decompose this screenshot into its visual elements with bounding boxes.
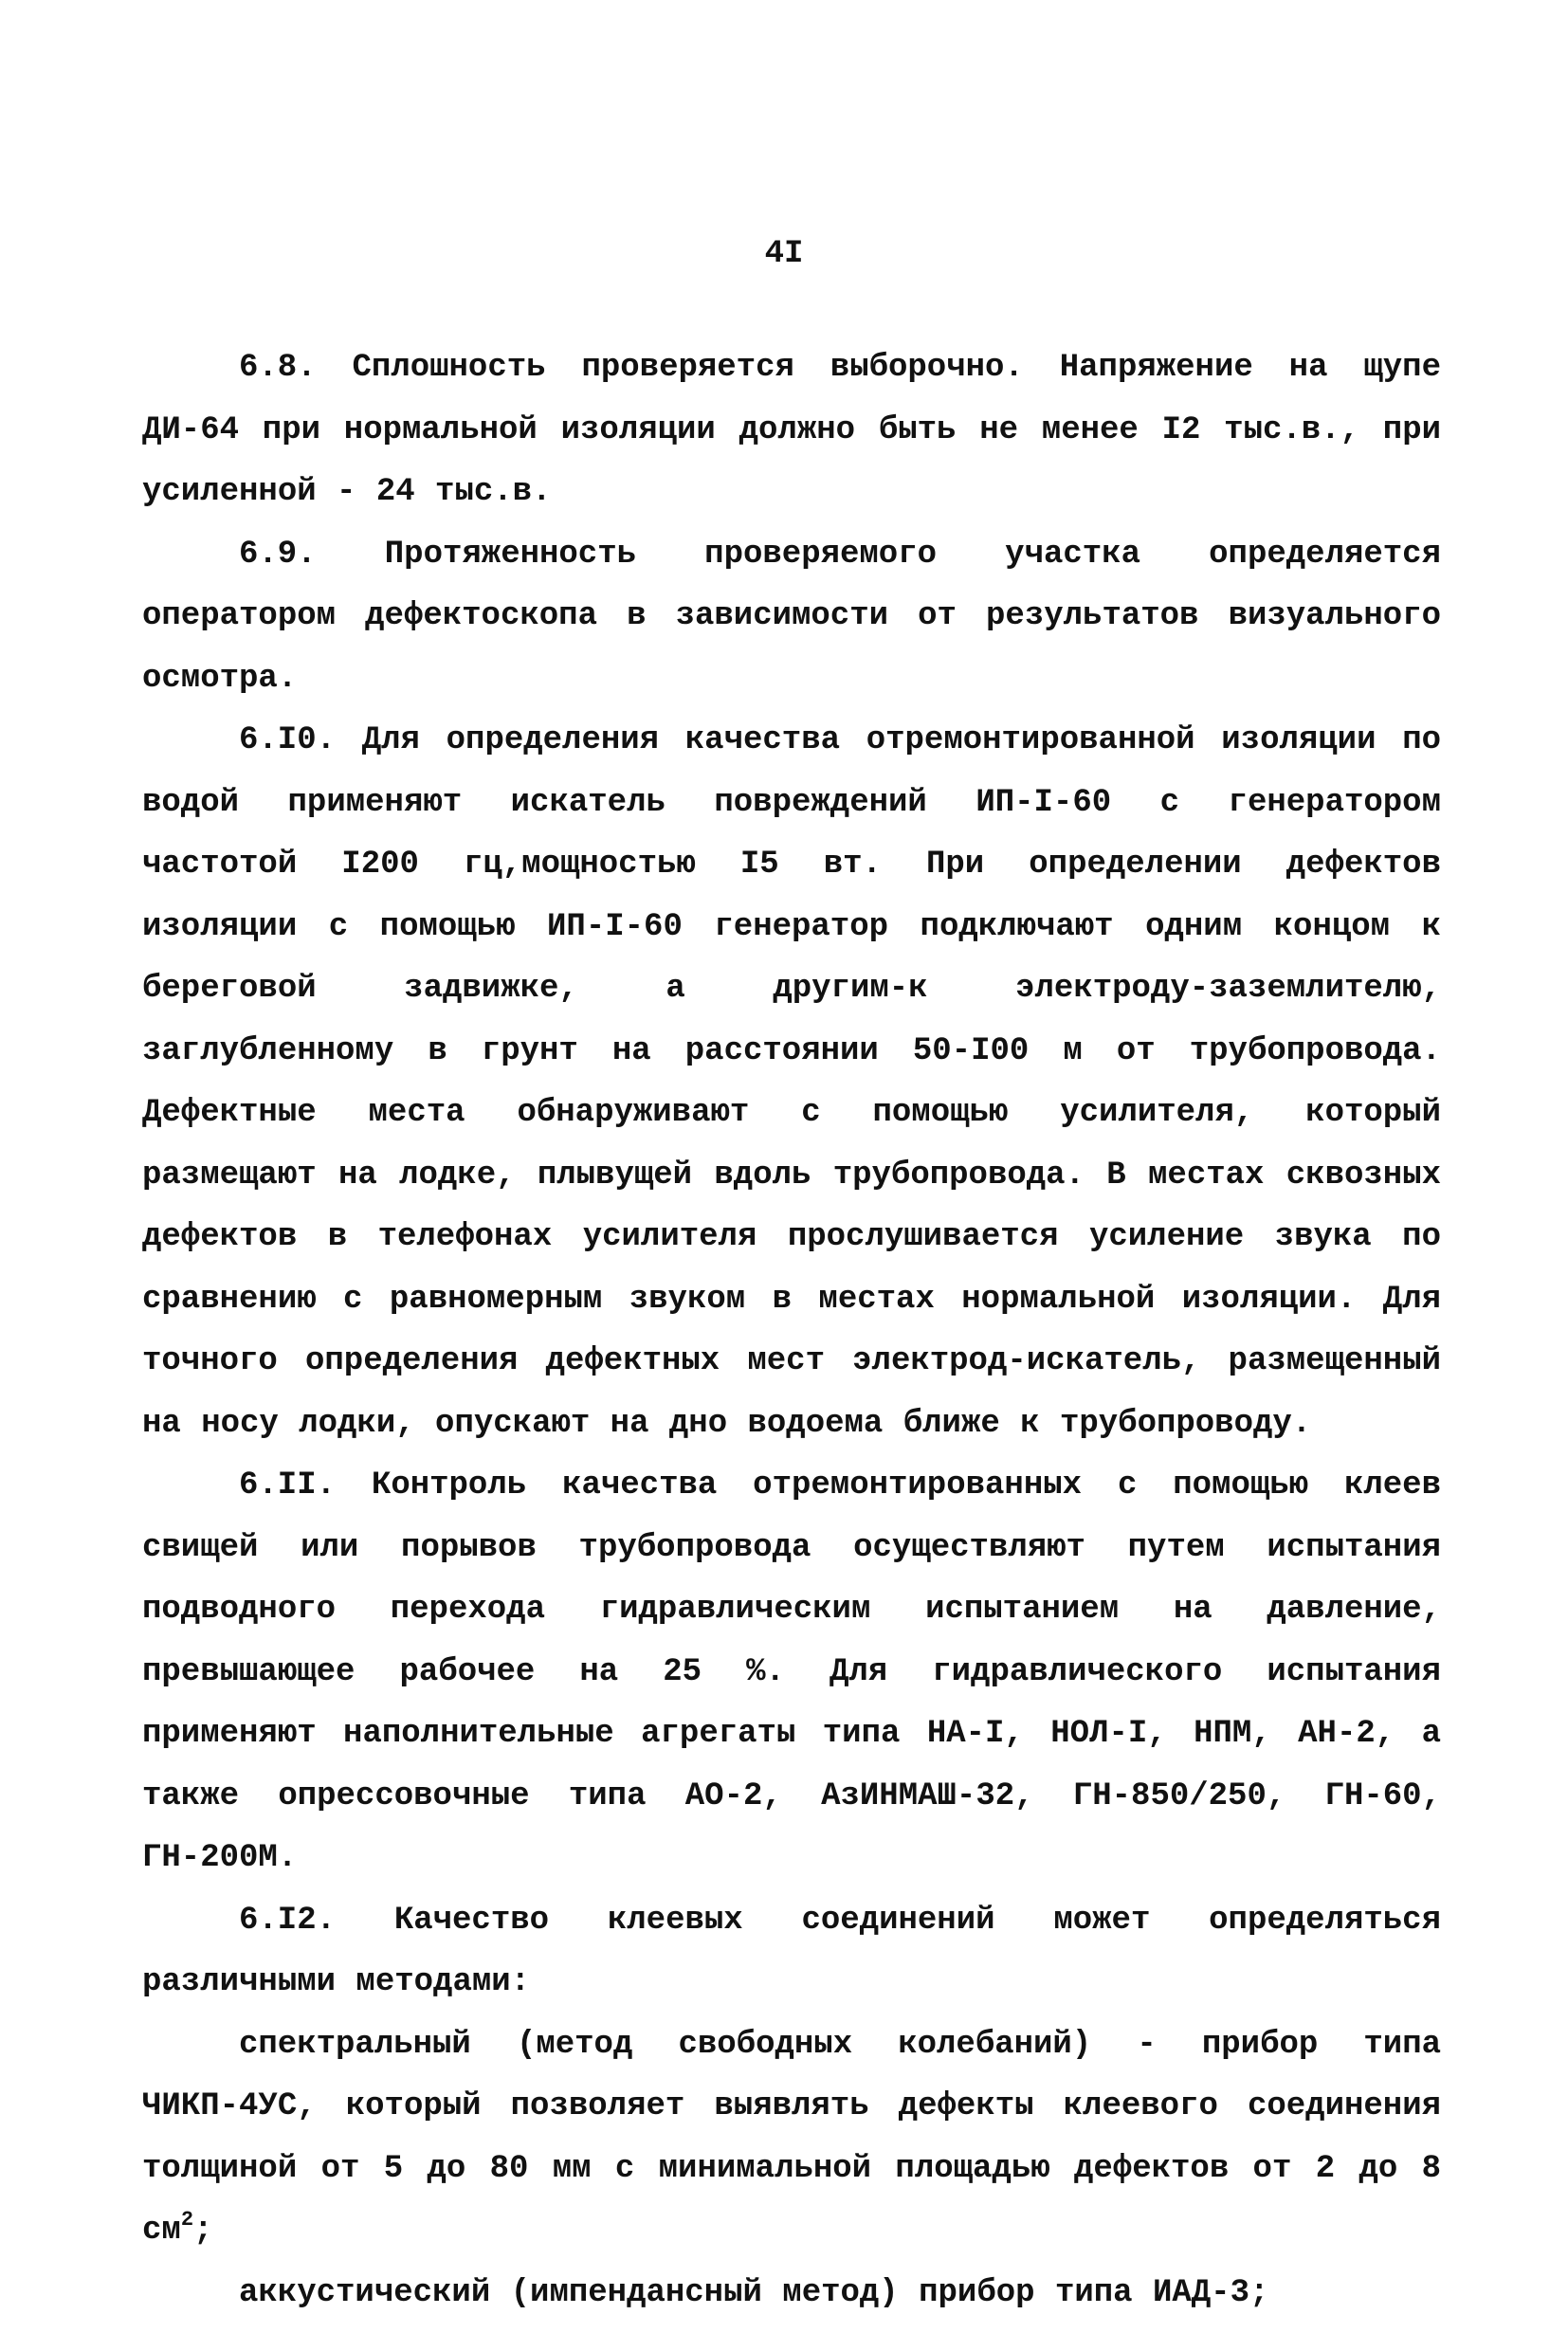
document-body xyxy=(142,337,1441,2324)
paragraph-6-10: 6.I0. Для определения качества отремонтированной изоляции по водой применяют искатель повреждений ИП-I-60 с генератором частотой I200 гц,мощностью I5 вт. При определении дефектов изоляции с помощью ИП-I-60 генератор подключают одним концом к береговой задвижке, а другим-к электроду-заземлителю, заглубленному в грунт на расстоянии 50-I00 м от трубопровода. Дефектные места обнаруживают с помощью усилителя, который размещают на лодке, плывущей вдоль трубопровода. В местах сквозных дефектов в телефонах усилителя прослушивается усиление звука по сравнению с равномерным звуком в местах нормальной изоляции. Для точного определения дефектных мест электрод-искатель, размещенный на носу лодки, опускают на дно водоема ближе к трубопроводу. xyxy=(142,722,1441,1442)
method-spectral-text: спектральный (метод свободных колебаний) - прибор типа ЧИКП-4УС, который позволяет выявлять дефекты клеевого соединения толщиной от 5 до 80 мм с минимальной площадью дефектов от 2 до 8 см xyxy=(142,2026,1441,2249)
page-number: 4I xyxy=(764,236,804,272)
paragraph-6-11: 6.II. Контроль качества отремонтированных с помощью клеев свищей или порывов трубопровода осуществляют путем испытания подводного перехода гидравлическим испытанием на давление, превышающее рабочее на 25 %. Для гидравлического испытания применяют наполнительные агрегаты типа НА-I, НОЛ-I, НПМ, АН-2, а также опрессовочные типа АО-2, АзИНМАШ-32, ГН-850/250, ГН-60, ГН-200М. xyxy=(142,1467,1441,1876)
method-spectral xyxy=(142,2014,1441,2263)
method-spectral-tail: ; xyxy=(193,2213,213,2249)
square-superscript: 2 xyxy=(180,2208,194,2232)
paragraph-6-8: 6.8. Сплошность проверяется выборочно. Напряжение на щупе ДИ-64 при нормальной изоляции должно быть не менее I2 тыс.в., при усиленной - 24 тыс.в. xyxy=(142,350,1441,510)
method-acoustic: аккустический (импендансный метод) прибор типа ИАД-3; xyxy=(239,2274,1269,2311)
paragraph-6-12: 6.I2. Качество клеевых соединений может определяться различными методами: xyxy=(142,1902,1441,2000)
paragraph-6-9: 6.9. Протяженность проверяемого участка определяется оператором дефектоскопа в зависимости от результатов визуального осмотра. xyxy=(142,536,1441,697)
